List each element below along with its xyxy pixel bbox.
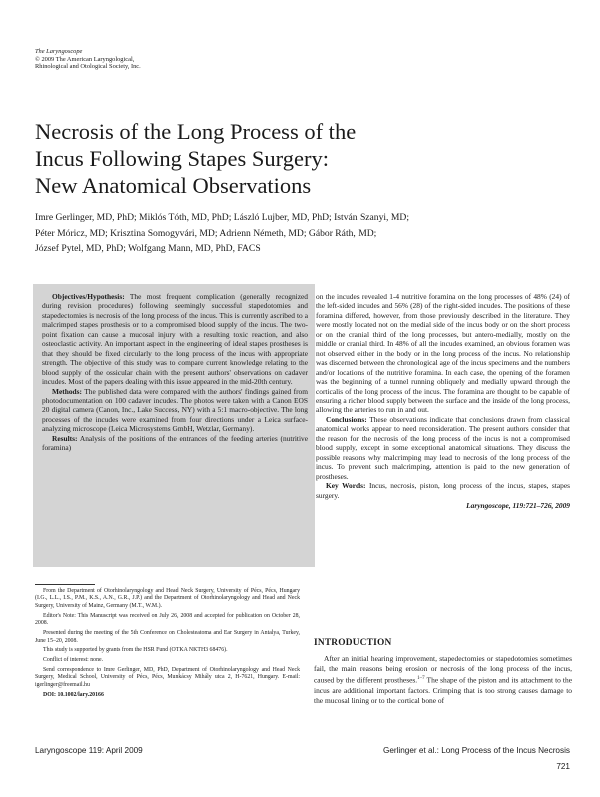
footnote-conflict: Conflict of interest: none. (43, 657, 104, 664)
results-text: Analysis of the positions of the entrances of the feeding arteries (nutritive foramina) (42, 433, 308, 453)
citation: Laryngoscope, 119:721–726, 2009 (466, 500, 570, 510)
footnote-funding: This study is supported by grants from the HSR Fund (OTKA NKTH3 68476). (43, 647, 228, 654)
conclusions-label: Conclusions: (326, 414, 367, 424)
footnote-affiliations: From the Department of Otorhinolaryngology and Head Neck Surgery, University of Pécs, Pécs, Hungary (I.G., L.L., I.S., P.M., K.S., A.N., G.R., J.P.) and the Department of Otorhinolaryngology and Head and Neck Surgery, University of Mainz, Germany (M.T., W.M.). (35, 588, 300, 609)
results-text-continued: on the incudes revealed 1-4 nutritive foramina on the long processes of 48% (24) of the left-sided incudes and 56% (28) of the right-sided incudes. The positions of these foramina differed, however, from those previously described in the literature. They were mostly located not on the medial side of the incus body or on the short process or on the cranial third of the long processes, but antero-medially, mostly on the middle or cranial third. In 48% of all the incudes examined, an obvious foramen was not observed either in the body or in the long process of the incus. No relationship was discerned between the chronological age of the incus specimens and the numbers and/or locations of the nutritive foramina. In each case, the opening of the foramen was the beginning of a tunnel running obliquely and medially upward through the corticalis of the long process of the incus. The foramina are thought to be capable of ensuring a richer blood supply between the surface and the inside of the long process, allowing the arteries to run in and out. (316, 292, 570, 415)
footnotes (35, 588, 300, 702)
footer-journal-issue: Laryngoscope 119: April 2009 (35, 746, 143, 755)
copyright-line: Rhinological and Otological Society, Inc. (35, 63, 141, 71)
introduction-heading: INTRODUCTION (314, 638, 392, 648)
introduction-text: After an initial hearing improvement, stapedectomies or stapedotomies sometimes fail, the main reasons being erosion or necrosis of the long process of the incus, caused by the different prostheses. (314, 654, 572, 685)
introduction-body (314, 654, 572, 707)
article-title (35, 118, 575, 199)
abstract-column-right (316, 292, 570, 510)
introduction-text-continued: The shape of the piston and its attachment to the incus are additional important factors. Crimping that is too strong causes damage to the mucosal lining or to the cortical bone of (314, 675, 572, 706)
author-line: József Pytel, MD, PhD; Wolfgang Mann, MD, PhD, FACS (35, 243, 261, 255)
footnote-editor-note: Editor's Note: This Manuscript was received on July 26, 2008 and accepted for publication on October 28, 2008. (35, 612, 300, 627)
doi: DOI: 10.1002/lary.20166 (43, 692, 104, 699)
results-label: Results: (52, 433, 78, 443)
footer-running-title: Gerlinger et al.: Long Process of the Incus Necrosis (382, 746, 570, 755)
journal-header (35, 48, 335, 71)
keywords-text: Incus, necrosis, piston, long process of the incus, stapes, stapes surgery. (316, 481, 570, 500)
author-line: Imre Gerlinger, MD, PhD; Miklós Tóth, MD, PhD; László Lujber, MD, PhD; István Szanyi, MD; (35, 212, 409, 223)
methods-label: Methods: (52, 386, 82, 396)
author-line: Péter Móricz, MD; Krisztina Somogyvári, MD; Adrienn Németh, MD; Gábor Ráth, MD; (35, 227, 377, 239)
journal-name: The Laryngoscope (35, 48, 83, 55)
page-number: 721 (556, 762, 570, 771)
author-list (35, 210, 575, 257)
methods-text: The published data were compared with the authors' findings gained from photodocumentation on 100 cadaver incudes. The photos were taken with a Canon EOS 20 digital camera (Canon, Inc., Lake Success, NY) with a 5:1 macro-objective. The long processes of the incudes were examined from four directions under a Leica surface-analyzing microscope (Leica Microsystems GmbH, Wetzlar, Germany). (42, 386, 308, 434)
conclusions-text: These observations indicate that conclusions drawn from classical anatomical works appear to need reconsideration. The present authors consider that the reason for the necrosis of the long process of the incus is not a compromised blood supply, except in some exceptional anatomical situations. They discuss the possible reasons why malcrimping may lead to necrosis of the long process of the incus. To prevent such malcrimping, attention is paid to the new generation of prostheses. (316, 414, 570, 481)
title-line: Necrosis of the Long Process of the (35, 119, 357, 144)
footnote-presented: Presented during the meeting of the 5th Conference on Cholesteatoma and Ear Surgery in Antalya, Turkey, June 15–20, 2008. (35, 630, 300, 644)
footnote-divider (35, 584, 95, 585)
footnote-correspondence: Send correspondence to Imre Gerlinger, MD, PhD, Department of Otorhinolaryngology and Head Neck Surgery, Medical School, University of Pécs, Pécs, Munkácsy Mihály utca 2, H-7621, Hungary. E-mail: igerlinger@freemail.hu (35, 667, 300, 688)
abstract-column-left (42, 292, 308, 453)
reference-superscript: 1–7 (417, 676, 425, 682)
copyright-line: © 2009 The American Laryngological, (35, 55, 135, 63)
objectives-text: The most frequent complication (generally recognized during revision procedures) following seemingly successful stapedotomies and stapedectomies is necrosis of the long process of the incus. This is currently ascribed to a malcrimped stapes prosthesis or to a compromised blood supply of the incus. The two-point fixation can cause a mucosal injury with a resulting toxic reaction, and also osteoclastic activity. An important aspect in the engineering of ideal stapes prostheses is that they should be fixed circularly to the long process of the incus with appropriate strength. The objective of this study was to compare current knowledge relating to the blood supply of the ossicular chain with the present authors' observations on cadaver incudes. Most of the papers dealing with this issue appeared in the mid-20th century. (42, 292, 308, 387)
title-line: New Anatomical Observations (35, 173, 312, 198)
title-line: Incus Following Stapes Surgery: (35, 146, 329, 171)
keywords-label: Key Words: (326, 481, 366, 491)
objectives-label: Objectives/Hypothesis: (52, 292, 125, 301)
